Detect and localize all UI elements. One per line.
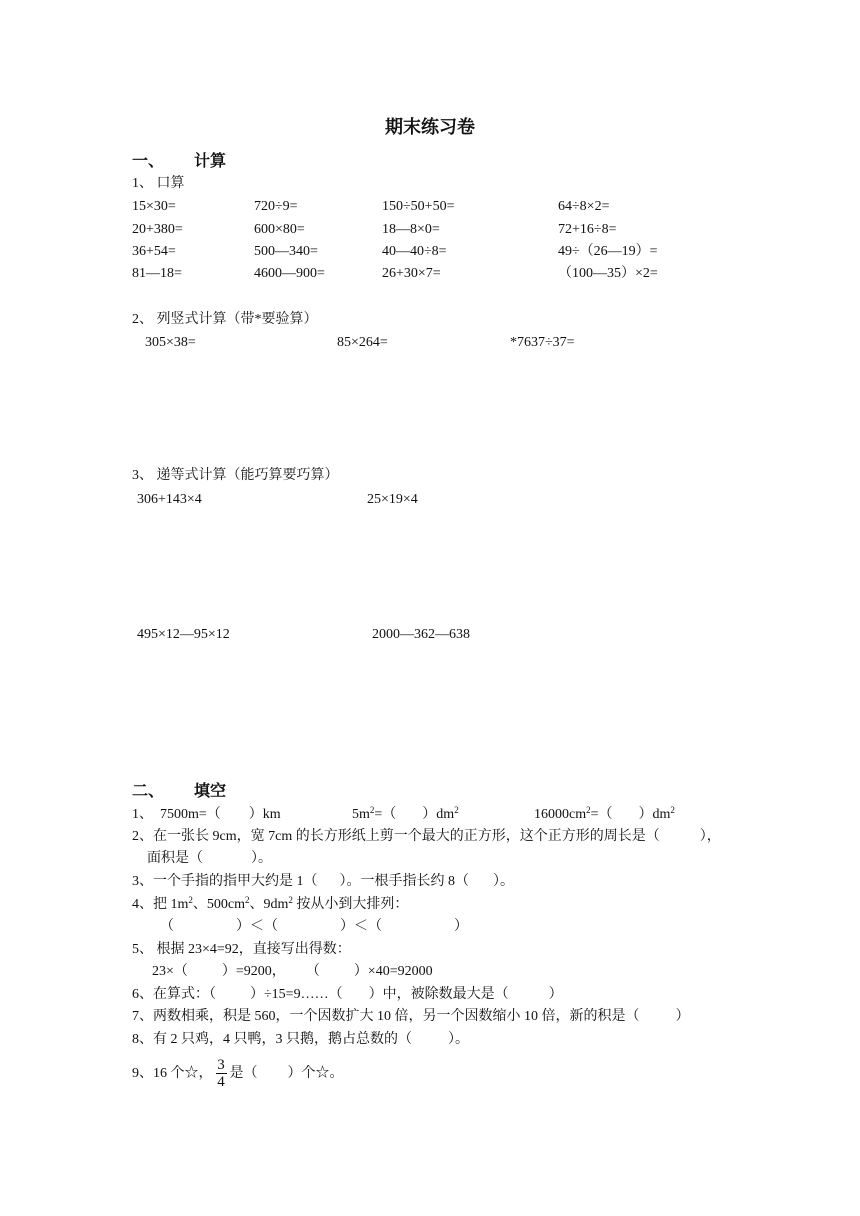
vertical-calc-2: 85×264=: [337, 335, 388, 350]
fill-q3: [132, 873, 514, 891]
section-1-number: 一、: [132, 153, 165, 170]
fill-q1-a: [160, 806, 281, 824]
fill-q6: [132, 986, 563, 1004]
fill-q2-area-end: ）。: [251, 851, 272, 866]
fill-q9-a: 9、16 个☆，: [132, 1066, 213, 1081]
fill-q1-b-unit: ）dm: [422, 807, 455, 822]
stepwise-calc-1: 306+143×4: [137, 492, 202, 507]
fraction-denominator: 4: [217, 1074, 225, 1091]
mental-r3c1: 36+54=: [132, 244, 176, 259]
fill-q2-line1: [132, 828, 721, 846]
vertical-calc-1: 305×38=: [145, 335, 196, 350]
fill-q7-a: 7、两数相乘，积是 560，一个因数扩大 10 倍，另一个因数缩小 10 倍，新的积是（: [132, 1009, 640, 1024]
fill-q4-c: 、9dm: [249, 897, 289, 912]
fill-q5-c: （: [305, 964, 320, 979]
fill-q2-text: 2、在一张长 9cm，宽 7cm 的长方形纸上剪一个最大的正方形，这个正方形的周长是（: [132, 829, 660, 844]
fill-q1-c-text: 16000cm: [534, 807, 587, 822]
fill-q9-c: ）个☆。: [287, 1066, 344, 1081]
fill-q5-b: ）=9200，: [221, 964, 286, 979]
fraction: [216, 1057, 227, 1090]
sup-2: 2: [188, 895, 193, 905]
section-2-label: 填空: [194, 783, 227, 800]
fill-q4-a: 4、把 1m: [132, 897, 189, 912]
fill-q1-a-unit: ）km: [248, 807, 281, 822]
mental-r1c2: 720÷9=: [254, 199, 298, 214]
part-1-heading: 1、 口算: [132, 176, 185, 191]
fill-q1-b-text2: =（: [374, 807, 397, 822]
stepwise-calc-3: 495×12—95×12: [137, 627, 230, 642]
fill-q4-d: 按从小到大排列：: [292, 897, 409, 912]
fill-q3-c: ）。: [493, 874, 514, 889]
mental-r1c4: 64÷8×2=: [558, 199, 610, 214]
fill-q5-a: 23×（: [152, 964, 188, 979]
fill-q4-order: [160, 918, 468, 936]
fill-q4-r3: ）＜（: [340, 919, 382, 934]
fill-q4-r2: ）＜（: [236, 919, 278, 934]
fill-q2-line2: [147, 850, 272, 868]
sup-2: 2: [670, 805, 675, 815]
mental-r4c3: 26+30×7=: [382, 266, 441, 281]
fill-q5-line1: 5、 根据 23×4=92，直接写出得数：: [132, 942, 351, 957]
mental-r3c2: 500—340=: [254, 244, 318, 259]
fill-q4-r4: ）: [454, 919, 468, 934]
fill-q4-b: 、500cm: [192, 897, 245, 912]
fill-q1-c-text2: =（: [590, 807, 613, 822]
fill-q2-end: ），: [699, 829, 721, 844]
section-1-label: 计算: [194, 153, 227, 170]
sup-2: 2: [245, 895, 250, 905]
fill-q8-a: 8、有 2 只鸡，4 只鸭，3 只鹅，鹅占总数的（: [132, 1032, 412, 1047]
sup-2: 2: [586, 805, 591, 815]
fill-q4: [132, 896, 408, 914]
mental-r1c1: 15×30=: [132, 199, 176, 214]
fill-q4-r1: （: [160, 919, 174, 934]
fill-q3-b: ）。一根手指长约 8（: [339, 874, 469, 889]
section-1-heading: [132, 153, 226, 171]
stepwise-calc-4: 2000—362—638: [372, 627, 470, 642]
fill-q2-area-text: 面积是（: [147, 851, 203, 866]
fill-q8-b: ）。: [448, 1032, 469, 1047]
fill-q1-b-text: 5m: [352, 807, 370, 822]
fill-q6-d: ）: [548, 987, 563, 1002]
mental-r4c1: 81—18=: [132, 266, 182, 281]
fill-q6-c: ）中，被除数最大是（: [368, 987, 509, 1002]
fill-q1-number: 1、: [132, 807, 153, 822]
fill-q1-c: [534, 806, 675, 824]
fill-q9-b: 是（: [229, 1066, 258, 1081]
part-2-heading: 2、 列竖式计算（带*要验算）: [132, 312, 318, 327]
mental-r2c3: 18—8×0=: [382, 222, 440, 237]
fill-q6-b: ）÷15=9……（: [250, 987, 343, 1002]
section-2-number: 二、: [132, 783, 165, 800]
vertical-calc-3: *7637÷37=: [510, 335, 575, 350]
sup-2: 2: [369, 805, 375, 815]
mental-r4c4: （100—35）×2=: [558, 266, 658, 281]
page-title: 期末练习卷: [385, 117, 475, 137]
sup-2: 2: [288, 895, 293, 905]
fill-q7-b: ）: [675, 1009, 690, 1024]
mental-r2c1: 20+380=: [132, 222, 183, 237]
fill-q1-b: [352, 806, 459, 824]
section-2-heading: [132, 783, 226, 801]
fill-q5-line2: [152, 963, 433, 981]
fraction-numerator: 3: [217, 1057, 225, 1074]
mental-r2c2: 600×80=: [254, 222, 305, 237]
mental-r3c3: 40—40÷8=: [382, 244, 447, 259]
mental-r1c3: 150÷50+50=: [382, 199, 455, 214]
fill-q7: [132, 1008, 690, 1026]
mental-r3c4: 49÷（26—19）=: [558, 244, 658, 259]
fill-q1-a-text: 7500m=（: [160, 807, 221, 822]
fill-q5-d: ）×40=92000: [353, 964, 433, 979]
fill-q1-c-unit: ）dm: [638, 807, 671, 822]
stepwise-calc-2: 25×19×4: [367, 492, 418, 507]
fill-q3-a: 3、一个手指的指甲大约是 1（: [132, 874, 318, 889]
fill-q8: [132, 1031, 469, 1049]
mental-r4c2: 4600—900=: [254, 266, 325, 281]
sup-2: 2: [454, 805, 459, 815]
mental-r2c4: 72+16÷8=: [558, 222, 617, 237]
fill-q9: [132, 1054, 344, 1094]
part-3-heading: 3、 递等式计算（能巧算要巧算）: [132, 468, 339, 483]
fill-q6-a: 6、在算式：（: [132, 987, 216, 1002]
